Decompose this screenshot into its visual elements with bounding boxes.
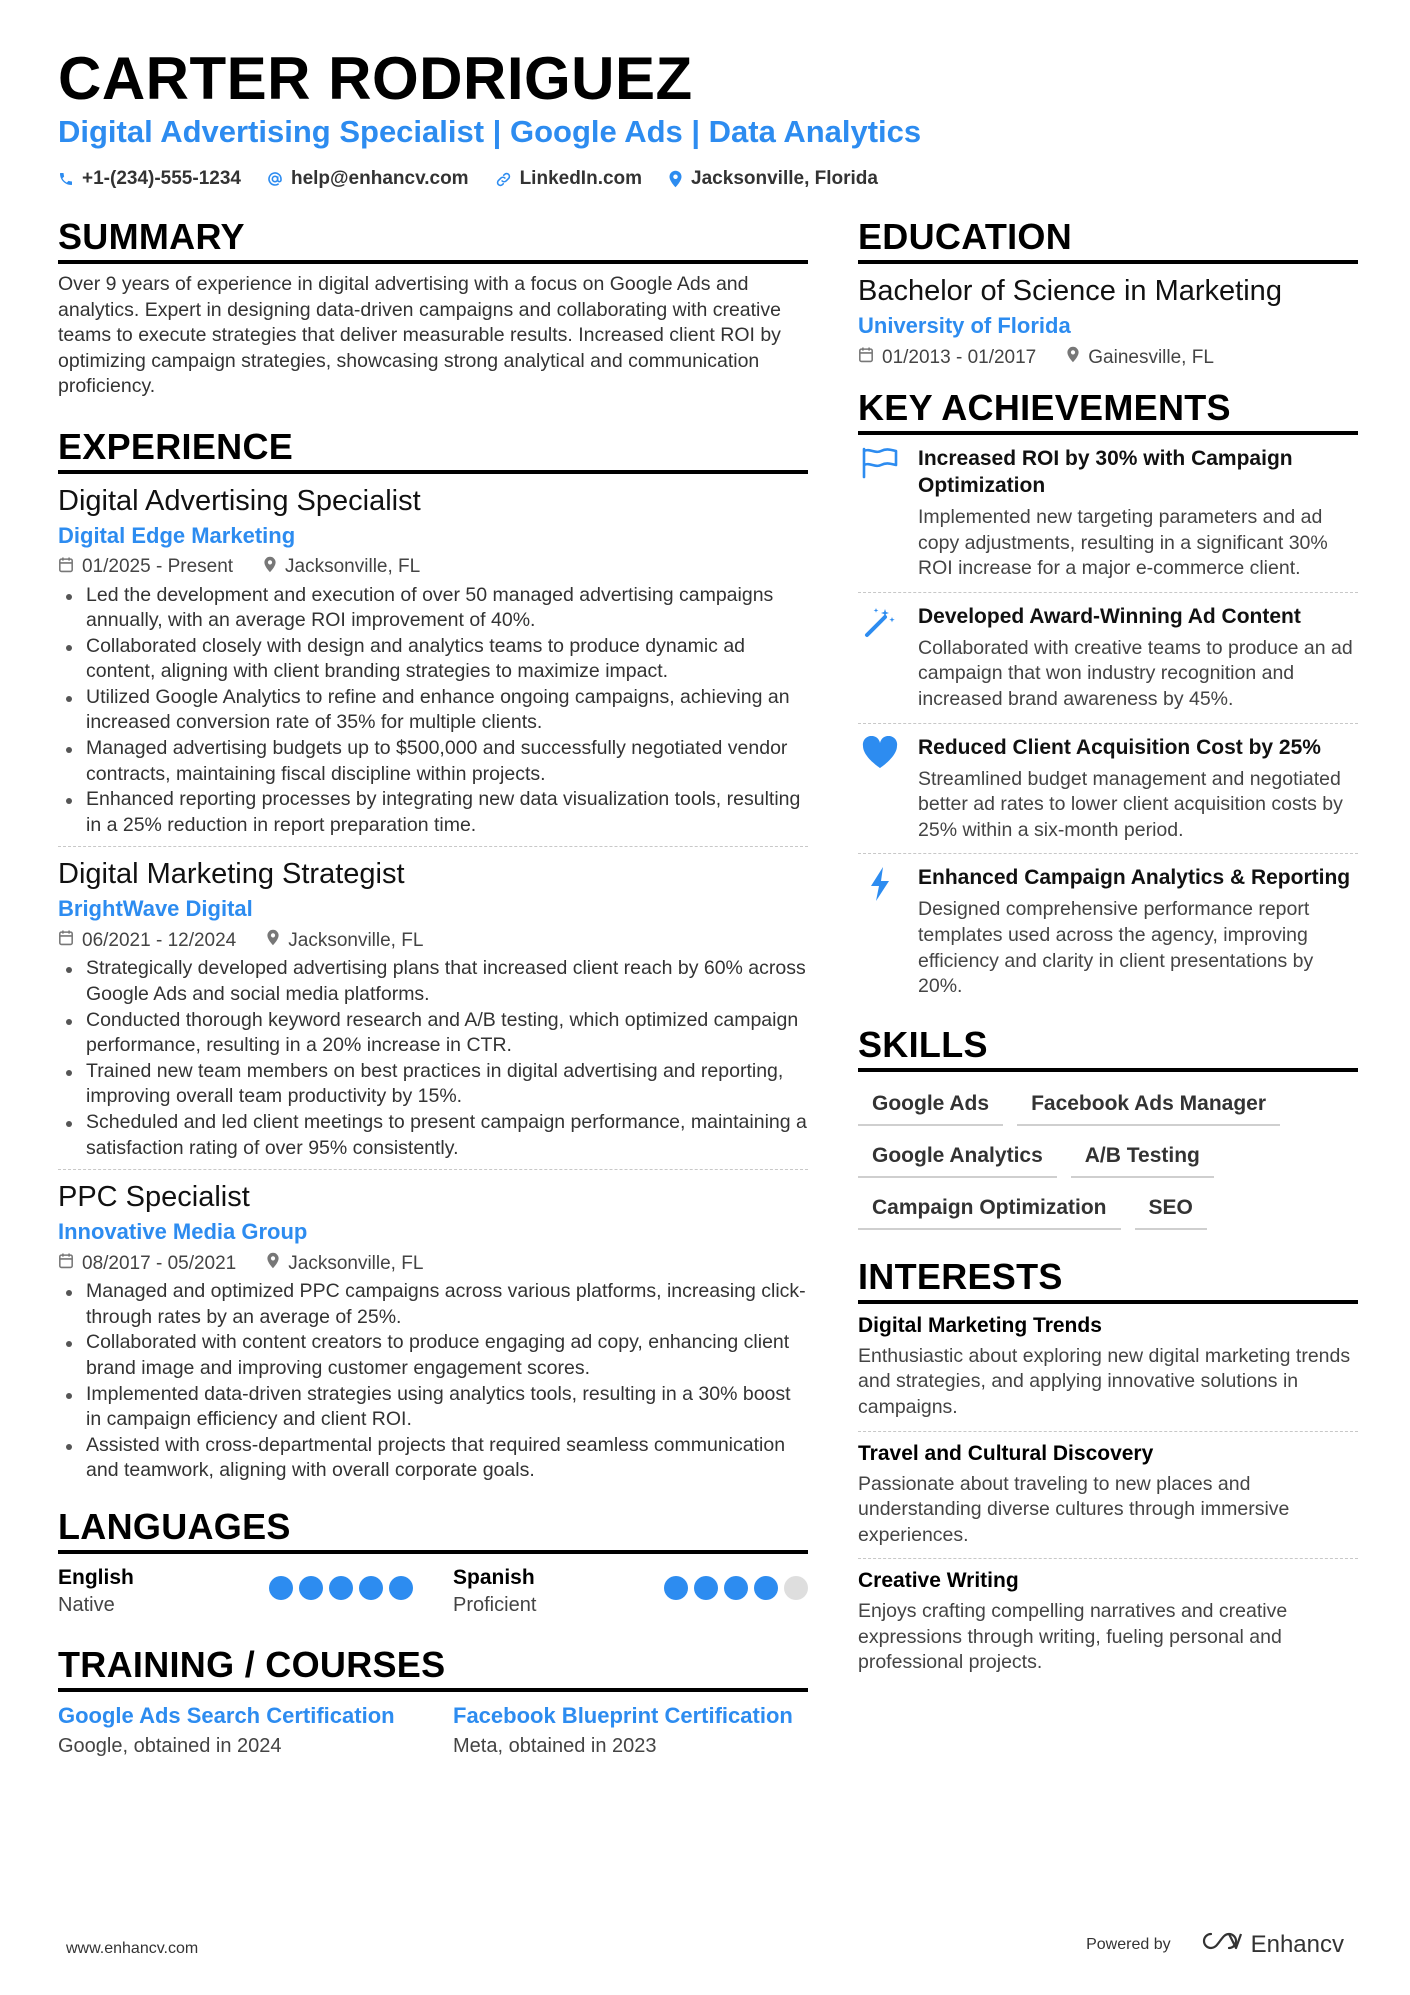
summary-text: Over 9 years of experience in digital advertising with a focus on Google Ads and analytics. Expert in designing data-driven campaigns and collaborating with creative teams to execute strategies that deliver measurable results. Increased client ROI by optimizing campaign strategies, showcasing strong analytical and communication proficiency. bbox=[58, 273, 781, 397]
interest-desc: Enjoys crafting compelling narratives and creative expressions through writing, fueling personal and professional projects. bbox=[858, 1600, 1288, 1674]
language-name: Spanish bbox=[453, 1565, 535, 1589]
contact-phone-text: +1-(234)-555-1234 bbox=[82, 168, 241, 189]
bullet-item: Strategically developed advertising plans that increased client reach by 60% across Google Ads and social media platforms. bbox=[58, 956, 808, 1007]
bullet-item: Utilized Google Analytics to refine and enhance ongoing campaigns, achieving an increased conversion rate of 35% for multiple clients. bbox=[58, 685, 808, 736]
training-provider: Meta, obtained in 2023 bbox=[453, 1734, 657, 1757]
location-pin-icon bbox=[266, 1252, 280, 1275]
job-dates: 06/2021 - 12/2024 bbox=[82, 929, 237, 951]
contact-phone[interactable] bbox=[58, 168, 241, 190]
achievement-item bbox=[858, 593, 1358, 724]
training-item bbox=[58, 1702, 413, 1761]
location-pin-icon bbox=[668, 170, 683, 188]
education-section bbox=[858, 216, 1358, 369]
skill-tag: Facebook Ads Manager bbox=[1017, 1084, 1280, 1126]
language-item bbox=[453, 1564, 808, 1618]
achievement-item bbox=[858, 724, 1358, 855]
achievement-desc: Designed comprehensive performance report templates used across the agency, improving efficiency and clarity in client presentations by 20%. bbox=[918, 898, 1314, 998]
experience-section bbox=[58, 426, 808, 1492]
lightning-icon bbox=[858, 864, 902, 999]
training-item bbox=[453, 1702, 808, 1761]
company-name: Digital Edge Marketing bbox=[58, 522, 296, 548]
left-column bbox=[58, 216, 808, 1787]
training-heading: TRAINING / COURSES bbox=[58, 1644, 808, 1692]
achievement-title: Increased ROI by 30% with Campaign Optimization bbox=[918, 447, 1293, 497]
job-location: Jacksonville, FL bbox=[288, 1252, 424, 1274]
achievement-desc: Streamlined budget management and negotiated better ad rates to lower client acquisition costs by 25% within a six-month period. bbox=[918, 767, 1343, 841]
interest-desc: Enthusiastic about exploring new digital marketing trends and strategies, and applying innovative solutions in campaigns. bbox=[858, 1344, 1351, 1418]
location-pin-icon bbox=[266, 929, 280, 952]
headline: Digital Advertising Specialist | Google Ads | Data Analytics bbox=[58, 114, 922, 149]
language-item bbox=[58, 1564, 413, 1618]
powered-by-label: Powered by bbox=[1086, 1935, 1171, 1953]
bullet-item: Collaborated closely with design and analytics teams to produce dynamic ad content, aligning with client branding strategies to maximize impact. bbox=[58, 634, 808, 685]
calendar-icon bbox=[58, 929, 74, 952]
bullet-item: Managed and optimized PPC campaigns across various platforms, increasing click-through rates by an average of 25%. bbox=[58, 1279, 808, 1330]
education-dates: 01/2013 - 01/2017 bbox=[882, 346, 1037, 368]
footer-website[interactable]: www.enhancv.com bbox=[66, 1940, 199, 1957]
achievement-title: Enhanced Campaign Analytics & Reporting bbox=[918, 866, 1351, 890]
training-section bbox=[58, 1644, 808, 1761]
job-meta bbox=[58, 1252, 808, 1275]
link-icon bbox=[495, 171, 512, 188]
rating-dot-filled bbox=[724, 1576, 748, 1600]
achievement-desc: Collaborated with creative teams to produce an ad campaign that won industry recognition and increased brand awareness by 45%. bbox=[918, 636, 1353, 710]
interest-title: Creative Writing bbox=[858, 1569, 1019, 1593]
contact-linkedin-text: LinkedIn.com bbox=[519, 168, 643, 189]
skills-list bbox=[858, 1084, 1358, 1230]
achievement-title: Developed Award-Winning Ad Content bbox=[918, 604, 1301, 628]
job-bullets bbox=[58, 583, 808, 839]
job-meta bbox=[58, 929, 808, 952]
interest-item bbox=[858, 1559, 1358, 1686]
languages-heading: LANGUAGES bbox=[58, 1506, 808, 1554]
language-rating bbox=[664, 1576, 808, 1600]
interest-title: Digital Marketing Trends bbox=[858, 1313, 1102, 1337]
calendar-icon bbox=[858, 346, 874, 369]
job-meta bbox=[58, 556, 808, 579]
interest-desc: Passionate about traveling to new places and understanding diverse cultures through immersive experiences. bbox=[858, 1472, 1290, 1546]
skill-tag: Google Ads bbox=[858, 1084, 1003, 1126]
training-provider: Google, obtained in 2024 bbox=[58, 1734, 282, 1757]
flag-icon bbox=[858, 445, 902, 582]
achievements-section bbox=[858, 387, 1358, 1010]
interests-heading: INTERESTS bbox=[858, 1256, 1358, 1304]
education-meta bbox=[858, 346, 1358, 369]
bullet-item: Enhanced reporting processes by integrating new data visualization tools, resulting in a 25% reduction in report preparation time. bbox=[58, 787, 808, 838]
calendar-icon bbox=[58, 1252, 74, 1275]
location-pin-icon bbox=[1066, 346, 1080, 369]
contact-email-text: help@enhancv.com bbox=[290, 168, 469, 189]
rating-dot-filled bbox=[664, 1576, 688, 1600]
job-title: Digital Advertising Specialist bbox=[58, 484, 421, 517]
job-bullets bbox=[58, 956, 808, 1161]
rating-dot-filled bbox=[329, 1576, 353, 1600]
right-column bbox=[858, 216, 1358, 1712]
achievement-item bbox=[858, 854, 1358, 1009]
summary-heading: SUMMARY bbox=[58, 216, 808, 264]
rating-dot-filled bbox=[269, 1576, 293, 1600]
training-title: Facebook Blueprint Certification bbox=[453, 1702, 793, 1728]
interest-item bbox=[858, 1432, 1358, 1560]
skills-section bbox=[858, 1024, 1358, 1230]
company-name: BrightWave Digital bbox=[58, 896, 253, 922]
at-icon bbox=[267, 171, 283, 187]
rating-dot-filled bbox=[299, 1576, 323, 1600]
bullet-item: Collaborated with content creators to produce engaging ad copy, enhancing client brand image and improving customer engagement scores. bbox=[58, 1330, 808, 1381]
languages-section bbox=[58, 1506, 808, 1618]
degree: Bachelor of Science in Marketing bbox=[858, 275, 1282, 307]
job-entry bbox=[58, 474, 808, 848]
bullet-item: Implemented data-driven strategies using analytics tools, resulting in a 30% boost in campaign efficiency and client ROI. bbox=[58, 1382, 808, 1433]
contact-bar bbox=[58, 168, 878, 190]
job-dates: 08/2017 - 05/2021 bbox=[82, 1252, 237, 1274]
summary-section bbox=[58, 216, 808, 400]
achievement-item bbox=[858, 435, 1358, 593]
interests-section bbox=[858, 1256, 1358, 1686]
achievements-heading: KEY ACHIEVEMENTS bbox=[858, 387, 1358, 435]
achievement-desc: Implemented new targeting parameters and ad copy adjustments, resulting in a significant 30% ROI increase for a major e-commerce client. bbox=[918, 506, 1328, 580]
brand-name: Enhancv bbox=[1250, 1930, 1344, 1958]
language-name: English bbox=[58, 1565, 134, 1589]
location-pin-icon bbox=[263, 556, 277, 579]
calendar-icon bbox=[58, 556, 74, 579]
job-location: Jacksonville, FL bbox=[288, 929, 424, 951]
experience-heading: EXPERIENCE bbox=[58, 426, 808, 474]
enhancv-logo-icon bbox=[1197, 1930, 1243, 1959]
skill-tag: Google Analytics bbox=[858, 1136, 1057, 1178]
rating-dot-empty bbox=[784, 1576, 808, 1600]
interest-item bbox=[858, 1304, 1358, 1432]
job-entry bbox=[58, 847, 808, 1170]
company-name: Innovative Media Group bbox=[58, 1219, 308, 1245]
heart-icon bbox=[858, 734, 902, 844]
education-location: Gainesville, FL bbox=[1088, 346, 1214, 368]
rating-dot-filled bbox=[389, 1576, 413, 1600]
education-heading: EDUCATION bbox=[858, 216, 1358, 264]
training-title: Google Ads Search Certification bbox=[58, 1702, 395, 1728]
job-title: PPC Specialist bbox=[58, 1181, 250, 1214]
bullet-item: Assisted with cross-departmental projects that required seamless communication and teamwork, aligning with overall corporate goals. bbox=[58, 1433, 808, 1484]
job-location: Jacksonville, FL bbox=[285, 556, 421, 577]
rating-dot-filled bbox=[754, 1576, 778, 1600]
job-bullets bbox=[58, 1279, 808, 1484]
contact-email[interactable] bbox=[267, 168, 469, 190]
rating-dot-filled bbox=[694, 1576, 718, 1600]
magic-wand-icon bbox=[858, 603, 902, 713]
bullet-item: Conducted thorough keyword research and A/B testing, which optimized campaign performance, resulting in a 20% increase in CTR. bbox=[58, 1008, 808, 1059]
job-dates: 01/2025 - Present bbox=[82, 556, 234, 577]
language-level: Proficient bbox=[453, 1593, 537, 1616]
skill-tag: Campaign Optimization bbox=[858, 1188, 1121, 1230]
footer-brand bbox=[1086, 1930, 1344, 1959]
bullet-item: Managed advertising budgets up to $500,000 and successfully negotiated vendor contracts, maintaining fiscal discipline within projects. bbox=[58, 736, 808, 787]
skill-tag: A/B Testing bbox=[1071, 1136, 1214, 1178]
language-rating bbox=[269, 1576, 413, 1600]
contact-linkedin[interactable] bbox=[495, 168, 642, 190]
skills-heading: SKILLS bbox=[858, 1024, 1358, 1072]
phone-icon bbox=[58, 171, 74, 187]
contact-location bbox=[668, 168, 878, 190]
contact-location-text: Jacksonville, Florida bbox=[691, 168, 878, 189]
language-level: Native bbox=[58, 1593, 115, 1616]
interest-title: Travel and Cultural Discovery bbox=[858, 1441, 1154, 1465]
rating-dot-filled bbox=[359, 1576, 383, 1600]
job-title: Digital Marketing Strategist bbox=[58, 858, 405, 891]
bullet-item: Led the development and execution of over 50 managed advertising campaigns annually, with an average ROI improvement of 40%. bbox=[58, 583, 808, 634]
skill-tag: SEO bbox=[1135, 1188, 1207, 1230]
candidate-name: CARTER RODRIGUEZ bbox=[58, 45, 693, 112]
school-name: University of Florida bbox=[858, 313, 1071, 338]
job-entry bbox=[58, 1170, 808, 1492]
bullet-item: Scheduled and led client meetings to present campaign performance, maintaining a satisfaction rating of over 95% consistently. bbox=[58, 1110, 808, 1161]
achievement-title: Reduced Client Acquisition Cost by 25% bbox=[918, 735, 1321, 759]
bullet-item: Trained new team members on best practices in digital advertising and reporting, improving overall team productivity by 15%. bbox=[58, 1059, 808, 1110]
enhancv-logo[interactable] bbox=[1197, 1930, 1344, 1959]
